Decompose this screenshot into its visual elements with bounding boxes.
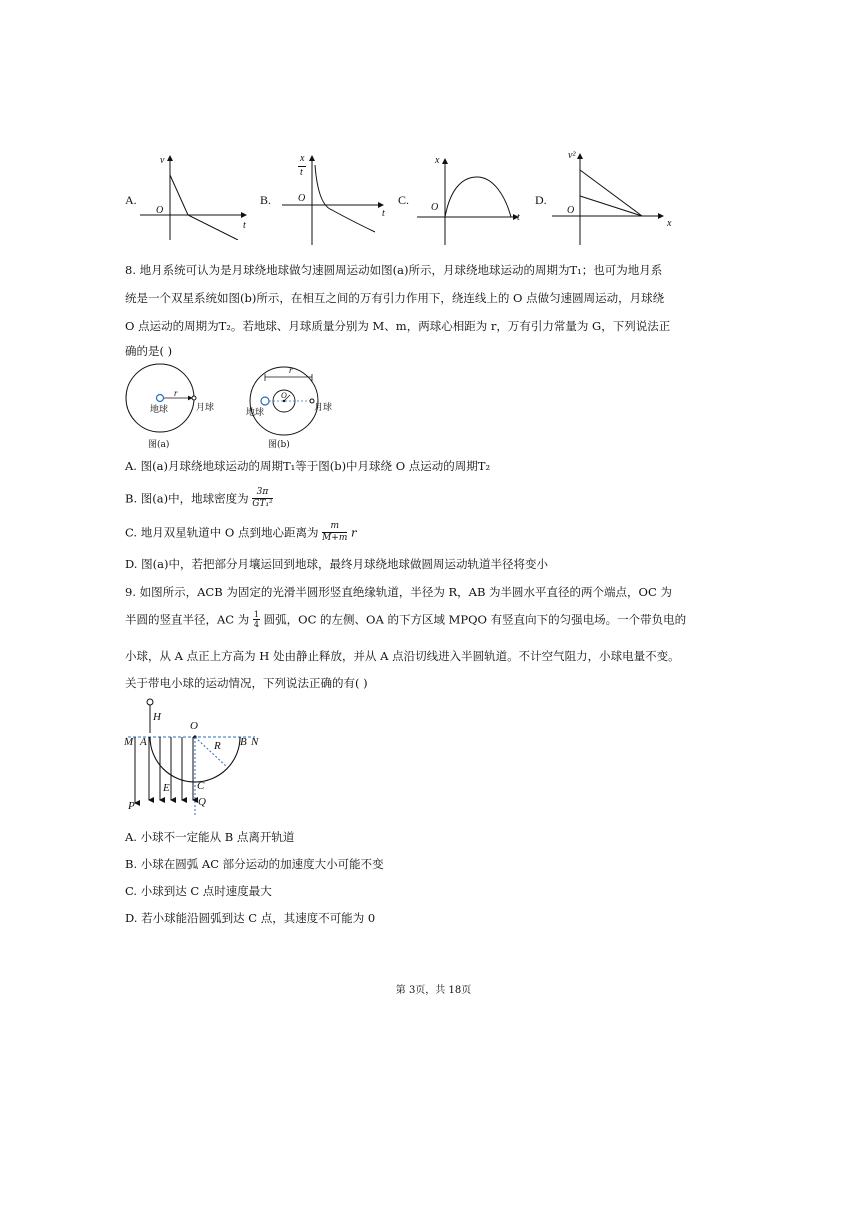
q7-graph-d [550,150,670,245]
q9-fig-b: B [240,736,247,748]
q8-option-c-suffix: r [351,525,357,540]
q7-a-origin: O [156,205,164,216]
q7-b-xaxis: t [382,208,385,219]
q8-fig-b-o: O [281,391,287,400]
q7-option-c-label: C. [398,193,410,207]
q8-option-b-numerator: 3π [252,487,272,499]
q9-line-3: 小球，从 A 点正上方高为 H 处由静止释放，并从 A 点沿切线进入半圆轨道。不计空气阻力，小球电量不变。 [125,649,680,663]
q9-fig-o: O [190,720,198,732]
q8-option-b-fraction [252,487,272,510]
q7-d-yaxis: v² [568,150,576,161]
q8-fig-a-caption: 图(a) [148,440,170,450]
q8-fig-a-moon: 月球 [196,403,215,413]
q8-figure-a [120,362,205,437]
q7-a-yaxis: v [160,155,165,166]
q8-fig-b-moon: 月球 [314,403,333,413]
q9-option-b: B. 小球在圆弧 AC 部分运动的加速度大小可能不变 [125,857,384,871]
q8-fig-b-earth: 地球 [246,408,265,418]
q9-fig-q: Q [198,796,206,808]
q7-a-xaxis: t [243,220,246,231]
q9-line-2-denominator: 4 [253,620,260,629]
q7-graph-c [415,155,525,245]
q9-line-2-fraction [253,610,260,629]
q8-fig-b-caption: 图(b) [268,440,290,450]
page-footer: 第 3页，共 18页 [395,985,472,996]
q7-c-yaxis: x [435,155,440,166]
q8-fig-b-r: r [289,365,293,375]
q9-option-a: A. 小球不一定能从 B 点离开轨道 [125,830,295,844]
q9-fig-h: H [153,711,161,723]
q9-line-2-b: 圆弧，OC 的左侧、OA 的下方区域 MPQO 有竖直向下的匀强电场。一个带负电的 [263,612,687,627]
q9-line-2-a: 半圆的竖直半径，AC 为 [125,612,250,627]
q8-option-c-denominator: M+m [322,533,348,543]
q7-graphs [0,0,867,250]
q7-b-origin: O [298,193,306,204]
q9-option-d: D. 若小球能沿圆弧到达 C 点，其速度不可能为 0 [125,911,376,925]
q9-line-2-numerator: 1 [253,610,260,619]
q8-line-4: 确的是( ) [125,344,173,358]
q9-fig-c: C [197,780,205,792]
q9-fig-a: A [140,736,147,748]
q7-d-xaxis: x [667,218,672,229]
q9-fig-n: N [251,736,259,748]
q9-line-2 [125,610,686,638]
q9-line-4: 关于带电小球的运动情况，下列说法正确的有( ) [125,676,368,690]
q7-option-b-label: B. [260,193,272,207]
q8-option-d: D. 图(a)中，若把部分月壤运回到地球，最终月球绕地球做圆周运动轨道半径将变小 [125,557,548,571]
q8-fig-a-r: r [174,388,178,398]
q9-option-c: C. 小球到达 C 点时速度最大 [125,884,272,898]
q8-option-c-numerator: m [322,521,347,533]
q9-fig-e: E [163,782,170,794]
q7-d-origin: O [567,205,575,216]
q8-line-3: O 点运动的周期为T₂。若地球、月球质量分别为 M、m，两球心相距为 r，万有引力常量为 G，下列说法正 [125,319,671,333]
q7-option-d-label: D. [535,193,547,207]
q9-figure [120,695,270,820]
q8-line-1: 8. 地月系统可认为是月球绕地球做匀速圆周运动如图(a)所示，月球绕地球运动的周期为T₁；也可为地月系 [125,263,663,277]
q7-c-xaxis: t [517,212,520,223]
q9-fig-m: M [124,736,134,748]
q8-option-c [125,521,357,549]
q9-fig-p: P [128,800,135,812]
q8-fig-a-earth: 地球 [150,405,169,415]
q7-option-a-label: A. [125,193,137,207]
q7-b-yaxis-den: t [300,167,303,178]
q8-option-c-fraction [322,521,347,544]
q8-option-b-denominator: GT₁² [252,499,273,509]
q8-line-2: 统是一个双星系统如图(b)所示，在相互之间的万有引力作用下，绕连线上的 O 点做匀速圆周运动，月球绕 [125,291,665,305]
q7-graph-a [138,150,253,240]
q7-graph-b [280,150,390,245]
q8-option-c-text: C. 地月双星轨道中 O 点到地心距离为 [125,525,319,540]
q9-fig-r: R [214,740,221,752]
q7-b-yaxis-num: x [300,153,305,164]
q9-line-1: 9. 如图所示，ACB 为固定的光滑半圆形竖直绝缘轨道，半径为 R，AB 为半圆水平直径的两个端点，OC 为 [125,585,672,599]
q8-option-b-text: B. 图(a)中，地球密度为 [125,491,249,506]
q8-option-a: A. 图(a)月球绕地球运动的周期T₁等于图(b)中月球绕 O 点运动的周期T₂ [125,459,491,473]
q8-option-b [125,487,273,515]
q7-c-origin: O [431,202,439,213]
